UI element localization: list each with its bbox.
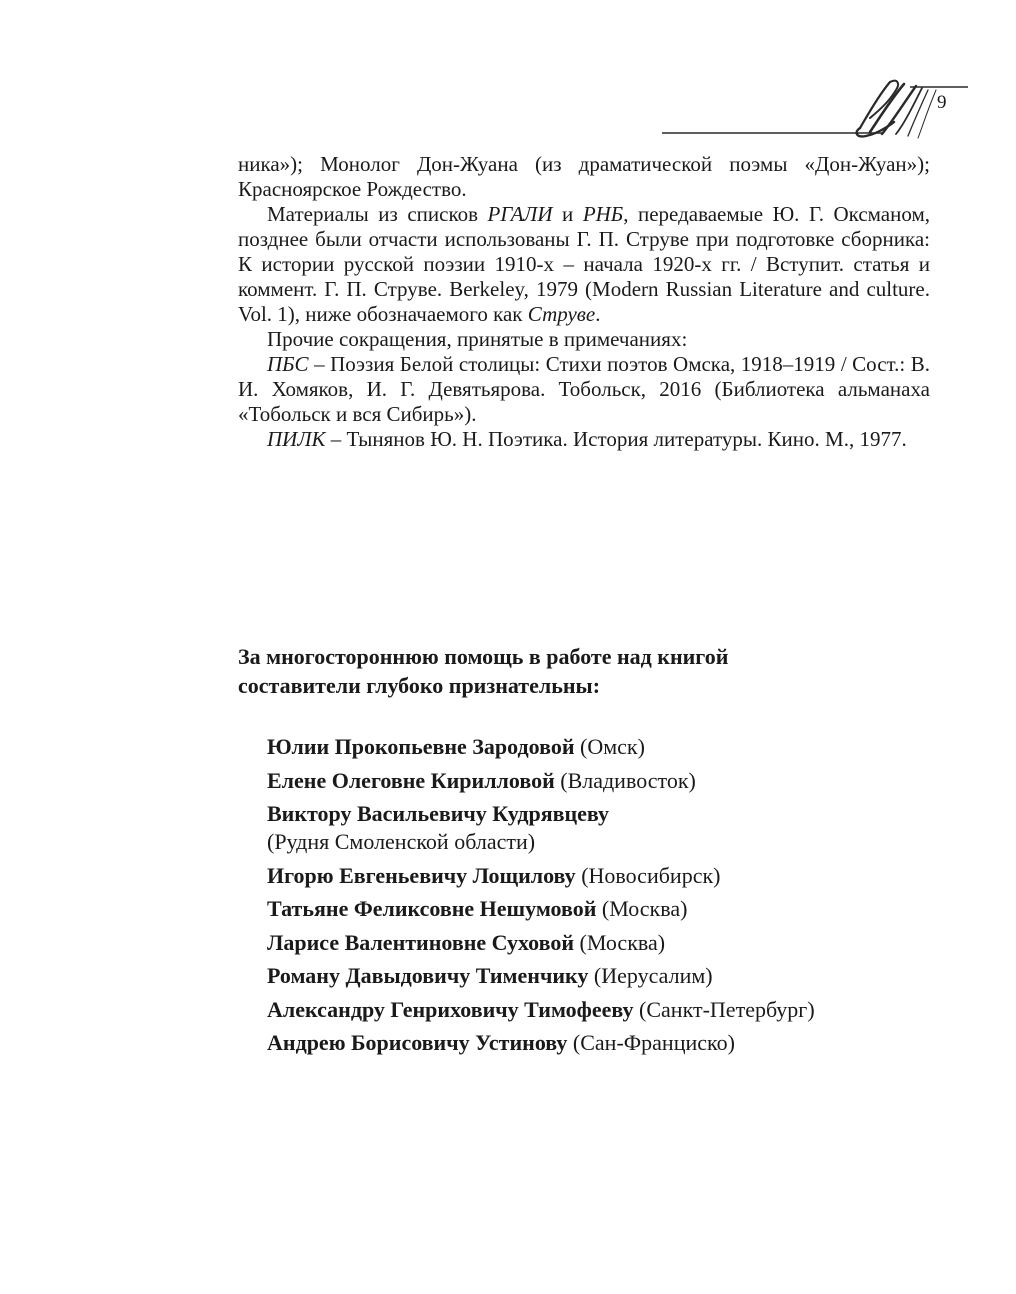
person-place: (Сан-Франциско) <box>572 1030 735 1055</box>
person-place: (Новосибирск) <box>581 862 721 888</box>
list-item <box>267 929 967 957</box>
p4-text: – Поэзия Белой столицы: Стихи поэтов Омска, 1918–1919 / Сост.: В. И. Хомяков, И. Г. Девятьярова. Тобольск, 2016 (Библиотека альманаха «Тобольск и вся Сибирь»). <box>238 352 930 426</box>
abbr-struve: Струве <box>527 302 596 326</box>
p2-text-2: и <box>552 202 583 226</box>
swirl-ornament-icon <box>660 78 970 140</box>
person-name: Андрею Борисовичу Устинову <box>267 1030 568 1055</box>
abbr-pilk: ПИЛК <box>267 427 326 451</box>
person-place: (Иерусалим) <box>593 963 713 988</box>
list-item <box>267 895 967 923</box>
acknowledgments-list <box>267 733 967 1063</box>
body-text <box>238 152 930 452</box>
acknowledgments-heading-line-1: За многостороннюю помощь в работе над книгой <box>238 644 729 669</box>
person-place: (Москва) <box>601 896 688 921</box>
list-item <box>267 996 967 1024</box>
person-name: Ларисе Валентиновне Суховой <box>267 929 575 955</box>
page-number: 9 <box>937 92 947 113</box>
person-name: Игорю Евгеньевичу Лощилову <box>267 862 576 888</box>
abbr-rnb: РНБ <box>582 202 624 226</box>
paragraph-1: ника»); Монолог Дон-Жуана (из драматической поэмы «Дон-Жуан»); Красноярское Рождество. <box>238 152 930 201</box>
person-name: Татьяне Феликсовне Нешумовой <box>267 896 597 921</box>
list-item <box>267 1029 967 1057</box>
p2-text-3: , передаваемые Ю. Г. Оксманом, позднее были отчасти использованы Г. П. Струве при подготовке сборника: К истории русской поэзии 1910-х – начала 1920-х гг. / Вступит. статья и коммент. Г. П. Струве. Berkeley, 1979 (Modern Russian Literature and culture. Vol. 1), ниже обозначаемого как <box>238 202 930 326</box>
abbr-rgali: РГАЛИ <box>487 202 553 226</box>
person-place: (Санкт-Петербург) <box>639 996 815 1022</box>
person-place: (Рудня Смоленской области) <box>267 829 536 854</box>
acknowledgments-heading-line-2: составители глубоко признательны: <box>238 673 601 698</box>
list-item <box>267 962 967 990</box>
person-name: Роману Давыдовичу Тименчику <box>267 963 589 988</box>
person-name: Юлии Прокопьевне Зародовой <box>267 734 575 759</box>
paragraph-3: Прочие сокращения, принятые в примечаниях: <box>267 327 688 351</box>
person-name: Александру Генриховичу Тимофееву <box>267 996 634 1022</box>
person-place: (Омск) <box>580 734 645 759</box>
acknowledgments-heading <box>238 642 938 700</box>
paragraph-5 <box>238 427 930 452</box>
p5-text: – Тынянов Ю. Н. Поэтика. История литературы. Кино. М., 1977. <box>325 427 907 451</box>
list-item <box>267 800 967 856</box>
person-place: (Москва) <box>579 929 666 955</box>
abbr-pbs: ПБС <box>267 352 309 376</box>
list-item <box>267 733 967 761</box>
list-item <box>267 767 967 795</box>
p2-text-1: Материалы из списков <box>267 202 488 226</box>
person-name: Виктору Васильевичу Кудрявцеву <box>267 801 610 826</box>
person-name: Елене Олеговне Кирилловой <box>267 767 555 793</box>
paragraph-2 <box>238 202 930 327</box>
paragraph-4 <box>238 352 930 427</box>
person-place: (Владивосток) <box>560 767 696 793</box>
list-item <box>267 862 967 890</box>
p2-text-4: . <box>595 302 601 326</box>
